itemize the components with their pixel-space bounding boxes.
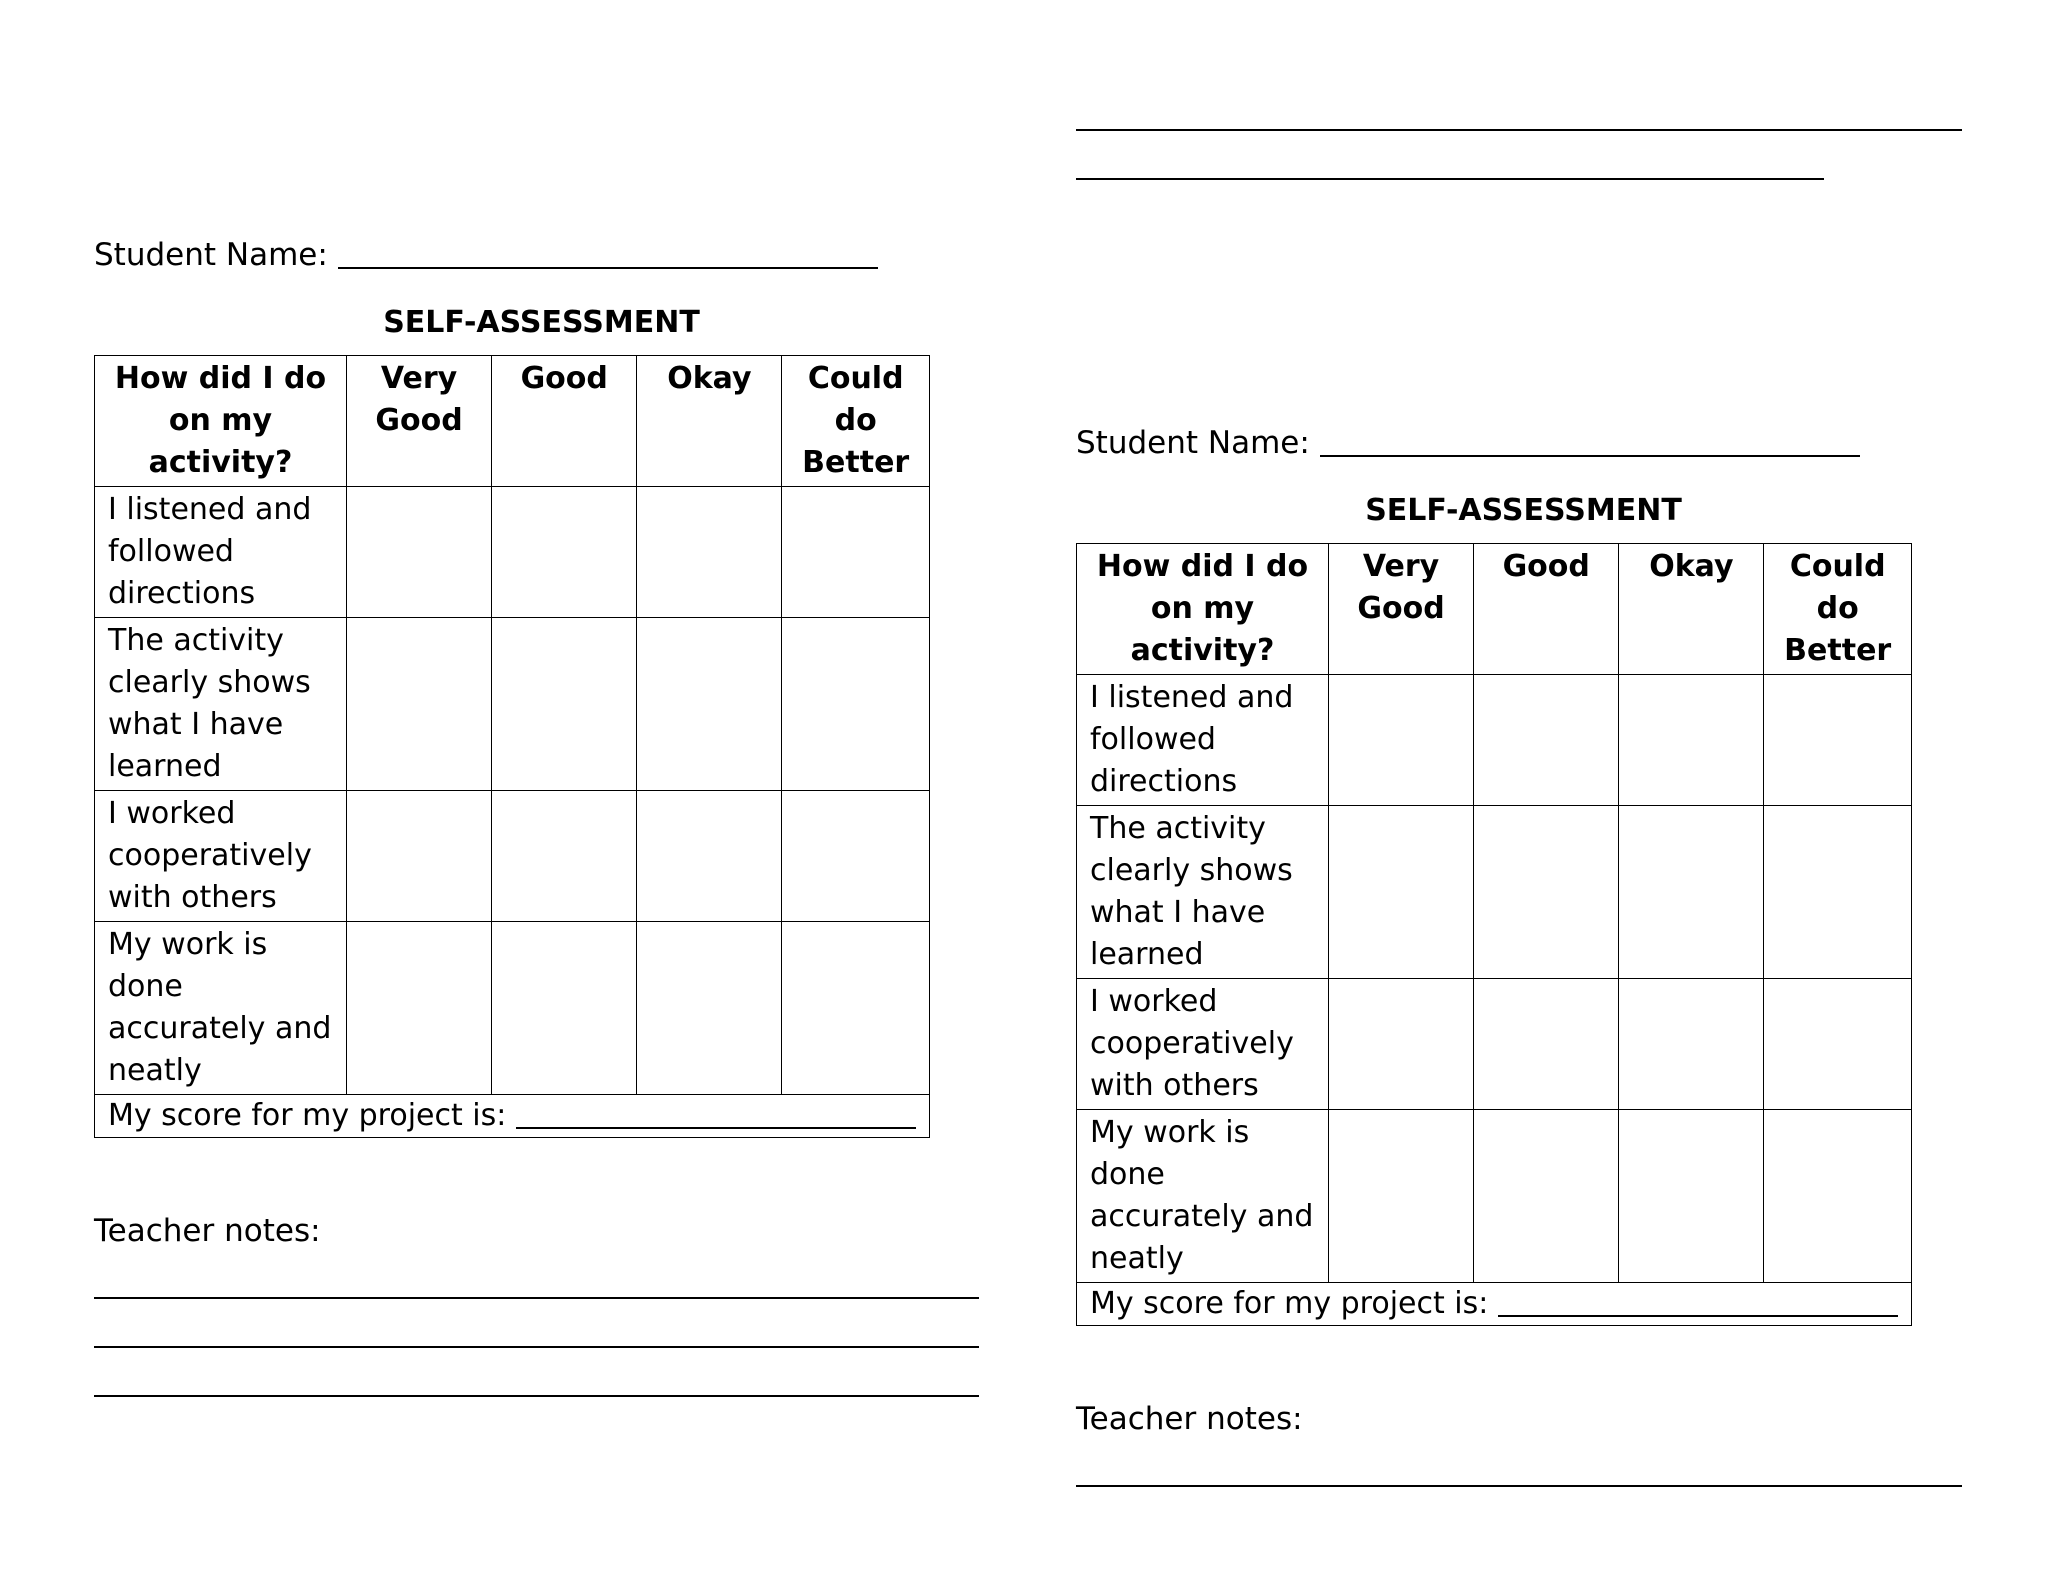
rating-cell[interactable] <box>492 487 637 618</box>
rating-cell[interactable] <box>637 922 782 1095</box>
rating-cell[interactable] <box>1328 806 1473 979</box>
header-question: How did I do on my activity? <box>95 356 347 487</box>
notes-line-top-1 <box>1076 129 1962 131</box>
header-row <box>95 356 930 487</box>
rating-cell[interactable] <box>637 487 782 618</box>
teacher-notes-line-3 <box>94 1395 979 1397</box>
rating-cell[interactable] <box>1474 1110 1619 1283</box>
student-name-row <box>1076 423 1976 463</box>
rating-cell[interactable] <box>1764 675 1911 806</box>
rating-cell[interactable] <box>782 791 929 922</box>
rating-cell[interactable] <box>1619 675 1764 806</box>
table-row <box>1077 1110 1912 1283</box>
rating-cell[interactable] <box>1474 979 1619 1110</box>
criterion-label: I listened and followed directions <box>1077 675 1329 806</box>
form-title: SELF-ASSESSMENT <box>1365 493 1682 528</box>
rating-cell[interactable] <box>492 922 637 1095</box>
header-good: Good <box>1474 544 1619 675</box>
rating-cell[interactable] <box>782 487 929 618</box>
score-field[interactable] <box>1498 1285 1898 1317</box>
score-row <box>1077 1283 1912 1326</box>
rating-cell[interactable] <box>1619 1110 1764 1283</box>
teacher-notes-label: Teacher notes: <box>1076 1401 1303 1437</box>
rating-cell[interactable] <box>346 618 491 791</box>
header-good: Good <box>492 356 637 487</box>
score-label: My score for my project is: <box>1090 1286 1489 1321</box>
criterion-label: I worked cooperatively with others <box>1077 979 1329 1110</box>
rating-cell[interactable] <box>1328 1110 1473 1283</box>
rating-cell[interactable] <box>1328 979 1473 1110</box>
criterion-label: I worked cooperatively with others <box>95 791 347 922</box>
table-row <box>95 618 930 791</box>
header-row <box>1077 544 1912 675</box>
header-very-good: Very Good <box>1328 544 1473 675</box>
rating-cell[interactable] <box>1619 979 1764 1110</box>
teacher-notes-label: Teacher notes: <box>94 1213 321 1249</box>
rating-cell[interactable] <box>637 791 782 922</box>
criterion-label: My work is done accurately and neatly <box>1077 1110 1329 1283</box>
header-okay: Okay <box>637 356 782 487</box>
criterion-label: The activity clearly shows what I have learned <box>1077 806 1329 979</box>
rating-cell[interactable] <box>346 922 491 1095</box>
table-row <box>95 922 930 1095</box>
rating-cell[interactable] <box>637 618 782 791</box>
assessment-table <box>1076 543 1912 1326</box>
teacher-notes-line-1 <box>94 1297 979 1299</box>
score-cell <box>1077 1283 1912 1326</box>
table-row <box>1077 979 1912 1110</box>
rating-cell[interactable] <box>782 618 929 791</box>
score-label: My score for my project is: <box>108 1098 507 1133</box>
header-could-do-better: Could do Better <box>1764 544 1911 675</box>
header-question: How did I do on my activity? <box>1077 544 1329 675</box>
student-name-field[interactable] <box>1320 425 1860 457</box>
teacher-notes-line-1 <box>1076 1485 1962 1487</box>
rating-cell[interactable] <box>492 618 637 791</box>
criterion-label: I listened and followed directions <box>95 487 347 618</box>
rating-cell[interactable] <box>1474 806 1619 979</box>
rating-cell[interactable] <box>1328 675 1473 806</box>
header-okay: Okay <box>1619 544 1764 675</box>
student-name-row <box>94 235 994 275</box>
teacher-notes-line-2 <box>94 1346 979 1348</box>
student-name-label: Student Name: <box>1076 425 1310 461</box>
table-row <box>1077 806 1912 979</box>
header-could-do-better: Could do Better <box>782 356 929 487</box>
rating-cell[interactable] <box>1764 979 1911 1110</box>
rating-cell[interactable] <box>1764 806 1911 979</box>
notes-line-top-2 <box>1076 178 1824 180</box>
rating-cell[interactable] <box>492 791 637 922</box>
score-cell <box>95 1095 930 1138</box>
rating-cell[interactable] <box>346 487 491 618</box>
rating-cell[interactable] <box>1474 675 1619 806</box>
table-row <box>95 791 930 922</box>
criterion-label: The activity clearly shows what I have learned <box>95 618 347 791</box>
student-name-field[interactable] <box>338 237 878 269</box>
rating-cell[interactable] <box>782 922 929 1095</box>
rating-cell[interactable] <box>1619 806 1764 979</box>
score-field[interactable] <box>516 1097 916 1129</box>
assessment-form-left <box>94 235 994 1138</box>
rating-cell[interactable] <box>1764 1110 1911 1283</box>
rating-cell[interactable] <box>346 791 491 922</box>
criterion-label: My work is done accurately and neatly <box>95 922 347 1095</box>
score-row <box>95 1095 930 1138</box>
header-very-good: Very Good <box>346 356 491 487</box>
assessment-form-right <box>1076 423 1976 1326</box>
student-name-label: Student Name: <box>94 237 328 273</box>
form-title: SELF-ASSESSMENT <box>383 305 700 340</box>
table-row <box>1077 675 1912 806</box>
table-row <box>95 487 930 618</box>
assessment-table <box>94 355 930 1138</box>
